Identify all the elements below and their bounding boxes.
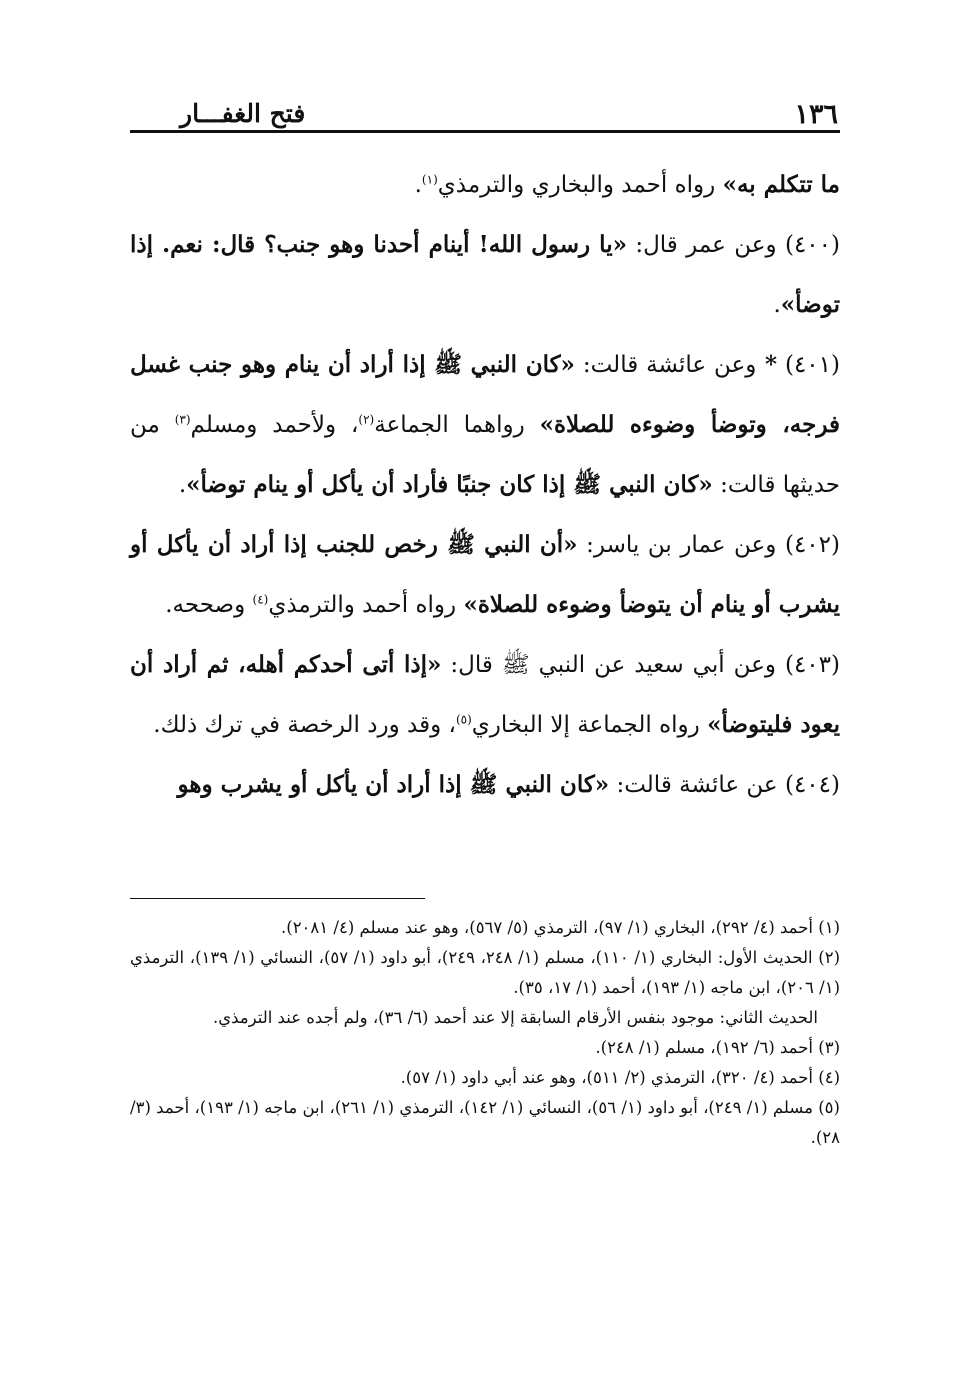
text-run: * — [756, 351, 778, 378]
text-run: رواه أحمد والبخاري والترمذي — [437, 172, 723, 198]
text-run: وعن عائشة قالت: — [574, 352, 757, 378]
text-run: وصححه. — [165, 592, 253, 618]
text-run: (٤٠٠) — [776, 232, 840, 258]
text-run: (٤٠١) — [777, 352, 840, 378]
text-run: . — [414, 172, 422, 198]
footnote: (٣) أحمد (٦/ ١٩٢)، مسلم (١/ ٢٤٨). — [595, 1038, 840, 1057]
paragraph-h401 — [130, 335, 840, 515]
text-run: . — [773, 292, 781, 318]
footnote: (٥) مسلم (١/ ٢٤٩)، أبو داود (١/ ٥٦)، النسائي (١/ ١٤٢)، الترمذي (١/ ٢٦١)، ابن ماجه (١/ ١٩٣)، أحمد (٣/ ٢٨). — [130, 1098, 840, 1147]
page-header — [130, 92, 840, 133]
text-run: عن عائشة قالت: — [609, 772, 778, 798]
text-run: وعن أبي سعيد عن النبي ﷺ قال: — [441, 652, 776, 678]
text-run: . — [178, 472, 187, 498]
text-run: «كان النبي ﷺ إذا كان جنبًا فأراد أن يأكل أو ينام توضأ» — [186, 471, 713, 498]
text-run: رواهما الجماعة — [374, 412, 540, 438]
text-run: ما تتكلم به» — [722, 171, 840, 198]
text-run: من حديثها قالت: — [130, 412, 840, 498]
text-run: ، وقد ورد الرخصة في ترك ذلك. — [153, 712, 456, 738]
footnote-divider — [130, 898, 425, 899]
text-run: «أن النبي ﷺ رخص للجنب إذا أراد أن يأكل أو يشرب أو ينام أن يتوضأ وضوءه للصلاة» — [130, 531, 840, 618]
text-run: (٤٠٤) — [777, 772, 840, 798]
page-number: ١٣٦ — [794, 99, 838, 130]
footnote: الحديث الثاني: موجود بنفس الأرقام السابقة إلا عند أحمد (٦/ ٣٦)، ولم أجده عند الترمذي. — [212, 1008, 818, 1027]
text-run: «يا رسول الله! أينام أحدنا وهو جنب؟ قال: نعم. إذا توضأ» — [130, 231, 840, 318]
paragraph-h400 — [130, 215, 840, 335]
running-title: فتح الغفـــار — [180, 99, 306, 128]
footnote-ref[interactable]: (١) — [421, 172, 438, 187]
text-run: (٤٠٣) — [775, 652, 840, 678]
text-run: «كان النبي ﷺ إذا أراد أن ينام وهو جنب غسل فرجه، وتوضأ وضوءه للصلاة» — [130, 351, 840, 438]
text-run: ، ولأحمد ومسلم — [190, 412, 359, 438]
text-run: رواه أحمد والترمذي — [268, 592, 464, 618]
footnote-ref[interactable]: (٥) — [455, 712, 472, 727]
footnote-list — [130, 913, 840, 1153]
text-run: وعن عمار بن ياسر: — [577, 532, 777, 558]
text-run: وعن عمر قال: — [626, 232, 777, 258]
paragraph-h404 — [130, 755, 840, 815]
footnote-ref[interactable]: (٤) — [252, 592, 269, 607]
body-text — [130, 155, 840, 815]
footnote-ref[interactable]: (٢) — [358, 412, 375, 427]
paragraph-cont — [130, 155, 840, 215]
footnote-ref[interactable]: (٣) — [174, 412, 191, 427]
footnote: (١) أحمد (٤/ ٢٩٢)، البخاري (١/ ٩٧)، الترمذي (٥/ ٥٦٧)، وهو عند مسلم (٤/ ٢٠٨١). — [281, 918, 840, 937]
footnote: (٢) الحديث الأول: البخاري (١/ ١١٠)، مسلم (١/ ٢٤٨، ٢٤٩)، أبو داود (١/ ٥٧)، النسائي (١/ ١٣٩)، الترمذي (١/ ٢٠٦)، ابن ماجه (١/ ١٩٣)، أحمد (١/ ١٧، ٣٥). — [130, 948, 840, 997]
text-run: «إذا أتى أحدكم أهله، ثم أراد أن يعود فليتوضأ» — [130, 651, 840, 738]
text-run: (٤٠٢) — [776, 532, 840, 558]
paragraph-h402 — [130, 515, 840, 635]
page — [130, 92, 840, 815]
footnote: (٤) أحمد (٤/ ٣٢٠)، الترمذي (٢/ ٥١١)، وهو عند أبي داود (١/ ٥٧). — [400, 1068, 840, 1087]
text-run: رواه الجماعة إلا البخاري — [471, 712, 708, 738]
footnotes — [130, 898, 840, 1153]
text-run: «كان النبي ﷺ إذا أراد أن يأكل أو يشرب وهو — [177, 771, 610, 798]
paragraph-h403 — [130, 635, 840, 755]
